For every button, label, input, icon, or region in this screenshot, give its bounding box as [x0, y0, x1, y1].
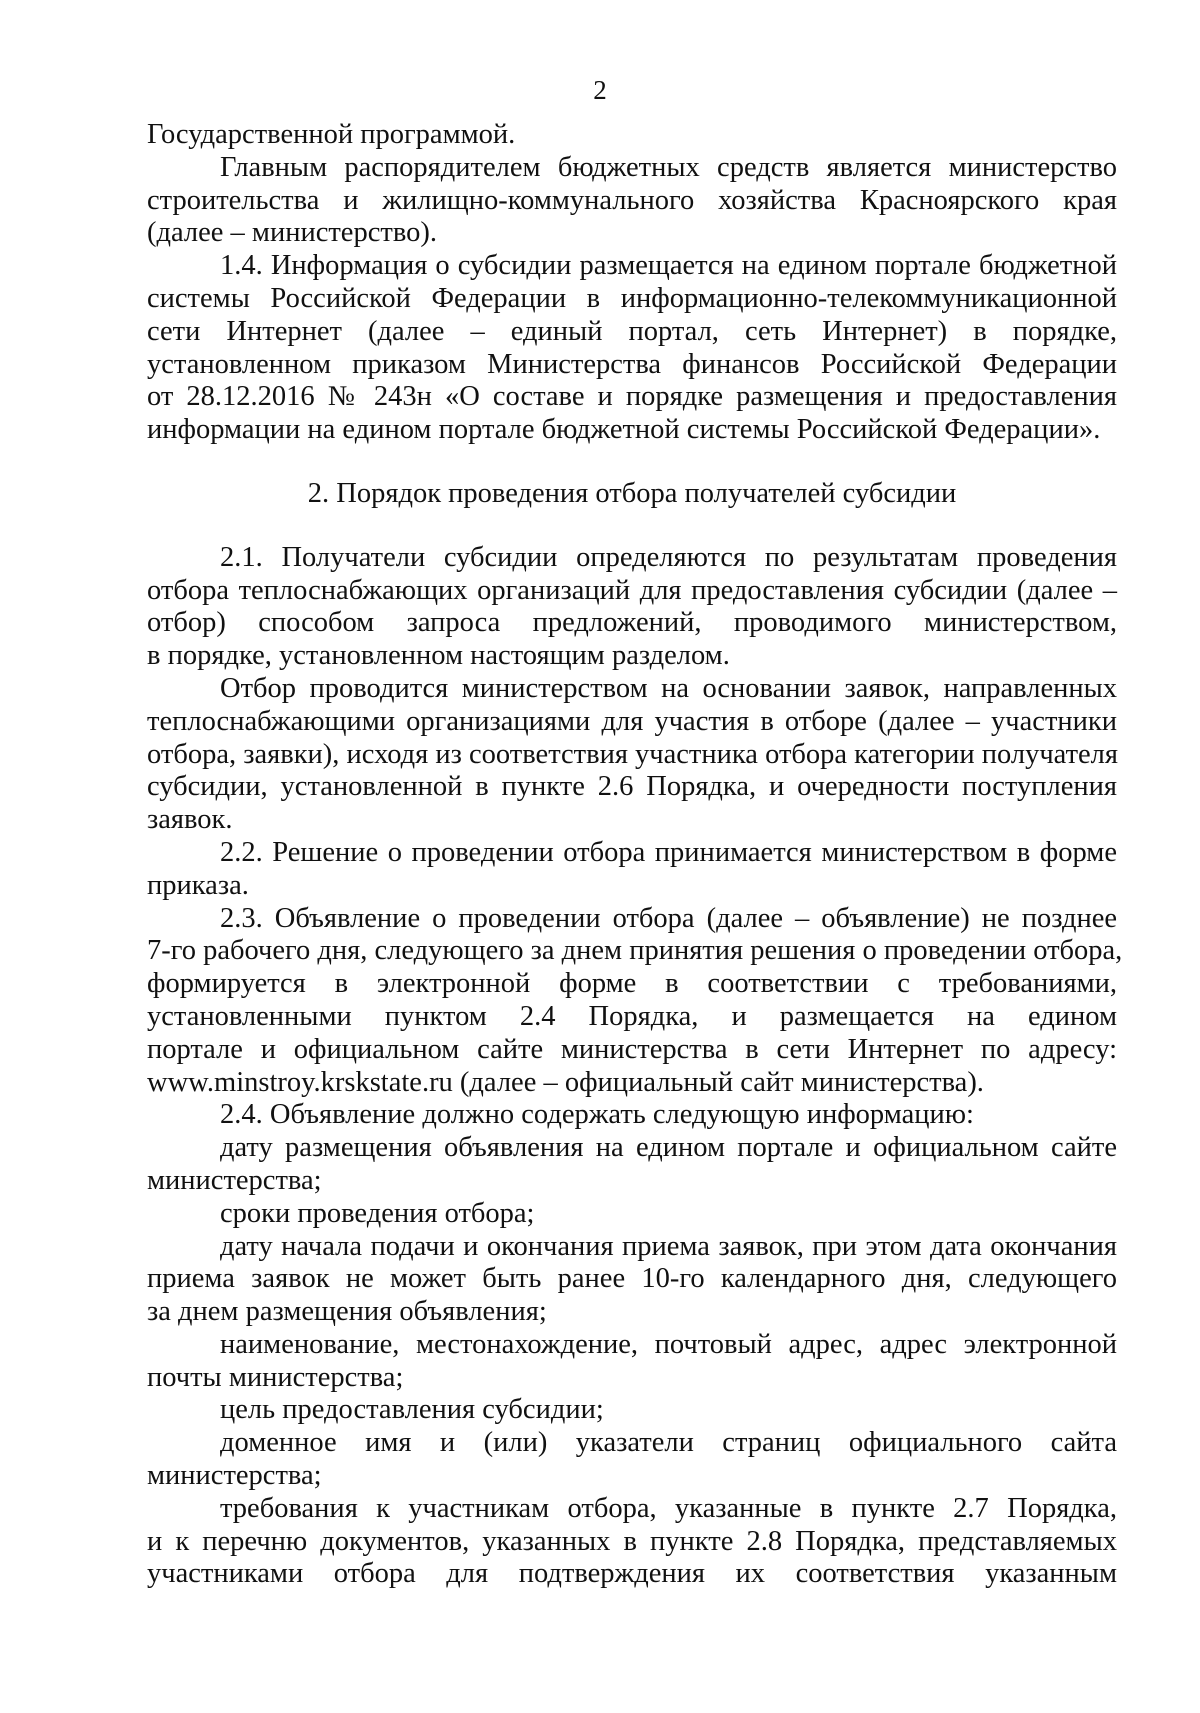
text-line: портале и официальном сайте министерства в сети Интернет по адресу:	[147, 1033, 1117, 1065]
text-line: формируется в электронной форме в соответствии с требованиями,	[147, 968, 1117, 1000]
text-line: от 28.12.2016 № 243н «О составе и порядке размещения и предоставления	[147, 381, 1117, 413]
text-line: 2.3. Объявление о проведении отбора (далее – объявление) не позднее	[220, 902, 1117, 934]
text-line: дату размещения объявления на едином портале и официальном сайте	[220, 1132, 1117, 1164]
text-line: 2.2. Решение о проведении отбора принимается министерством в форме	[220, 836, 1117, 868]
document-body	[147, 119, 1123, 1591]
text-line: заявок.	[147, 804, 233, 836]
text-line: Главным распорядителем бюджетных средств является министерство	[220, 151, 1117, 183]
text-line: доменное имя и (или) указатели страниц официального сайта	[220, 1427, 1117, 1459]
text-line: 2.1. Получатели субсидии определяются по результатам проведения	[220, 541, 1117, 573]
text-line: установленном приказом Министерства финансов Российской Федерации	[147, 348, 1117, 380]
text-line: приема заявок не может быть ранее 10-го календарного дня, следующего	[147, 1263, 1117, 1295]
text-line: информации на едином портале бюджетной системы Российской Федерации».	[147, 414, 1101, 446]
text-line: субсидии, установленной в пункте 2.6 Порядка, и очередности поступления	[147, 771, 1117, 803]
text-line: дату начала подачи и окончания приема заявок, при этом дата окончания	[220, 1230, 1117, 1262]
text-line: отбора, заявки), исходя из соответствия участника отбора категории получателя	[147, 738, 1119, 770]
text-line: сроки проведения отбора;	[220, 1197, 535, 1229]
text-line: за днем размещения объявления;	[147, 1296, 547, 1328]
text-line: 2.4. Объявление должно содержать следующую информацию:	[220, 1099, 974, 1131]
text-line: участниками отбора для подтверждения их соответствия указанным	[147, 1558, 1117, 1590]
text-line: наименование, местонахождение, почтовый адрес, адрес электронной	[220, 1328, 1117, 1360]
text-line: строительства и жилищно-коммунального хозяйства Красноярского края	[147, 184, 1117, 216]
text-line: 7-го рабочего дня, следующего за днем принятия решения о проведении отбора,	[147, 935, 1123, 967]
text-line: и к перечню документов, указанных в пункте 2.8 Порядка, представляемых	[147, 1525, 1117, 1557]
page-number: 2	[593, 75, 607, 105]
text-line: требования к участникам отбора, указанные в пункте 2.7 Порядка,	[220, 1492, 1117, 1524]
text-line: министерства;	[147, 1460, 322, 1492]
text-line: в порядке, установленном настоящим разделом.	[147, 640, 730, 672]
text-line: теплоснабжающими организациями для участия в отборе (далее – участники	[147, 705, 1117, 737]
text-line: почты министерства;	[147, 1361, 404, 1393]
text-line: 1.4. Информация о субсидии размещается на едином портале бюджетной	[220, 250, 1117, 282]
text-line: (далее – министерство).	[147, 217, 437, 249]
text-line: цель предоставления субсидии;	[220, 1394, 604, 1426]
text-line: Государственной программой.	[147, 119, 516, 150]
text-line: системы Российской Федерации в информационно-телекоммуникационной	[147, 282, 1117, 314]
text-line: приказа.	[147, 869, 249, 901]
text-line: отбор) способом запроса предложений, проводимого министерством,	[147, 607, 1117, 639]
text-line: отбора теплоснабжающих организаций для предоставления субсидии (далее –	[147, 574, 1117, 606]
text-line: министерства;	[147, 1164, 322, 1196]
section-heading: 2. Порядок проведения отбора получателей субсидии	[307, 477, 957, 509]
text-line: установленными пунктом 2.4 Порядка, и размещается на едином	[147, 1000, 1117, 1032]
text-line: сети Интернет (далее – единый портал, сеть Интернет) в порядке,	[147, 315, 1117, 347]
text-line: www.minstroy.krskstate.ru (далее – официальный сайт министерства).	[147, 1066, 984, 1098]
text-line: Отбор проводится министерством на основании заявок, направленных	[220, 672, 1117, 704]
